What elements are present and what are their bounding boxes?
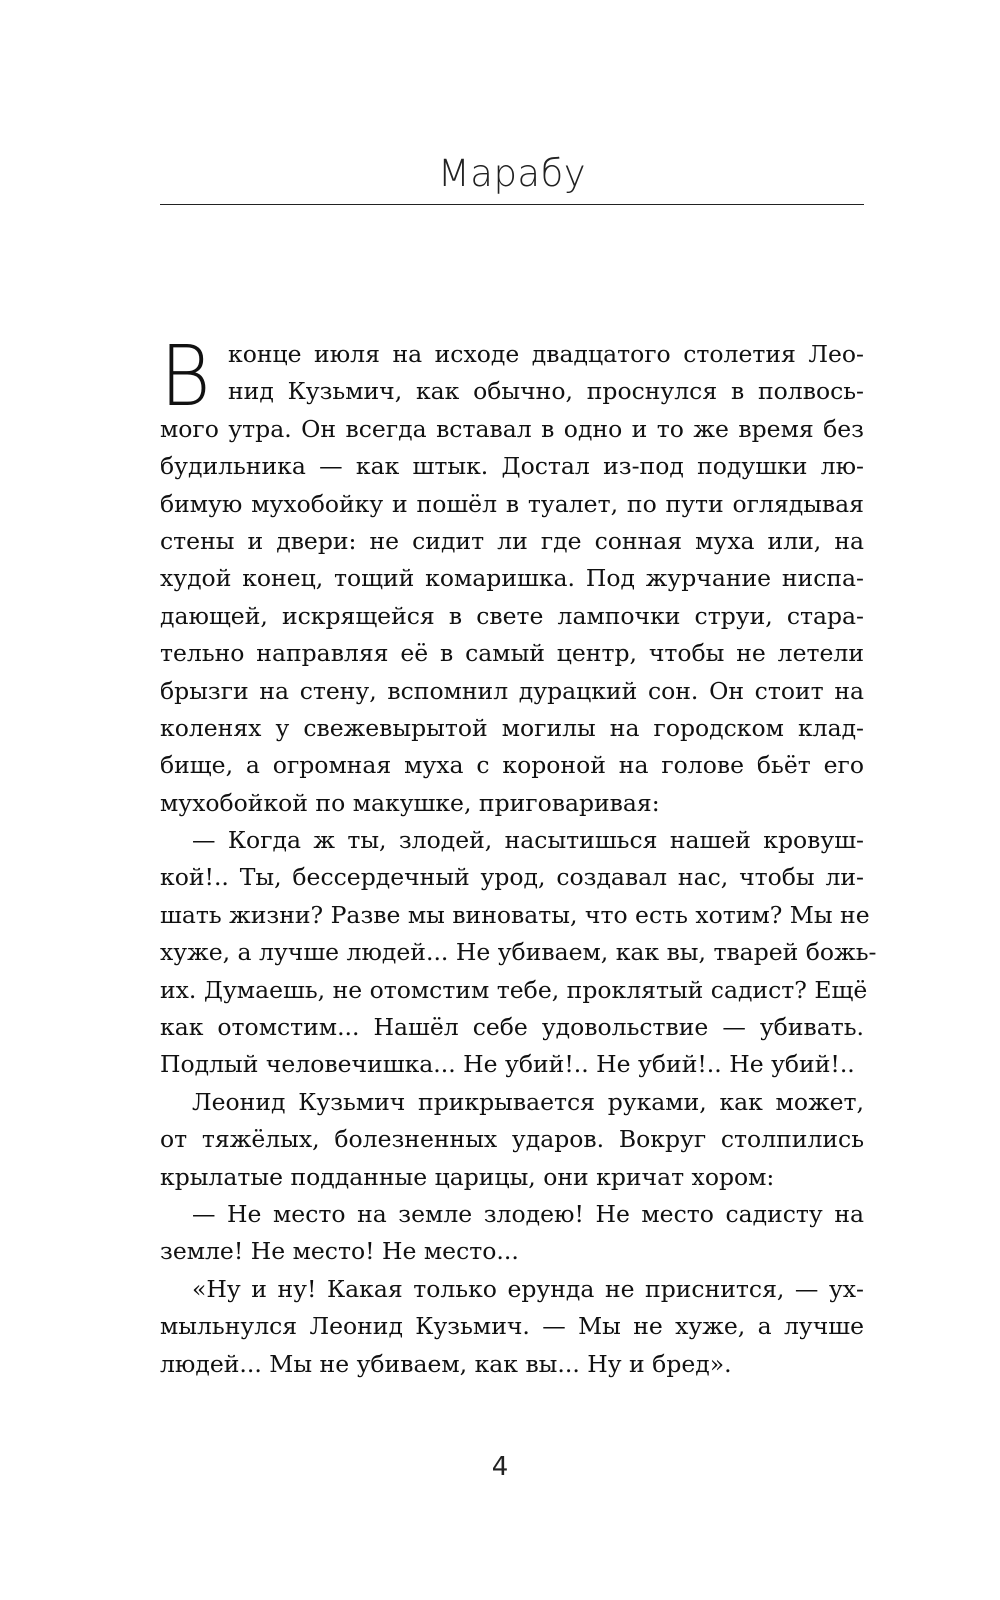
text-line: кой!.. Ты, бессердечный урод, создавал нас, чтобы ли- — [160, 863, 864, 892]
text-line: их. Думаешь, не отомстим тебе, проклятый садист? Ещё — [160, 975, 868, 1004]
text-line: конце июля на исходе двадцатого столетия Лео- — [228, 340, 864, 368]
text-line: как отомстим... Нашёл себе удовольствие — убивать. — [160, 1013, 864, 1042]
text-line: худой конец, тощий комаришка. Под журчание ниспа- — [160, 564, 864, 593]
text-line: от тяжёлых, болезненных ударов. Вокруг столпились — [160, 1125, 864, 1154]
text-line: мыльнулся Леонид Кузьмич. — Мы не хуже, а лучше — [160, 1312, 864, 1341]
running-header — [160, 150, 864, 205]
text-line: Подлый человечишка... Не убий!.. Не убий!.. Не убий!.. — [160, 1050, 855, 1079]
text-line: шать жизни? Разве мы виноваты, что есть хотим? Мы не — [160, 900, 870, 929]
drop-cap: В — [160, 327, 211, 425]
text-line: крылатые подданные царицы, они кричат хором: — [160, 1162, 775, 1191]
text-line: земле! Не место! Не место... — [160, 1237, 519, 1266]
text-line: — Когда ж ты, злодей, насытишься нашей кровуш- — [192, 826, 864, 855]
text-line: нид Кузьмич, как обычно, проснулся в полвось- — [228, 377, 864, 406]
text-line: «Ну и ну! Какая только ерунда не приснится, — ух- — [192, 1274, 864, 1303]
text-line: коленях у свежевырытой могилы на городском клад- — [160, 713, 864, 742]
text-line: стены и двери: не сидит ли где сонная муха или, на — [160, 526, 864, 555]
text-line: — Не место на земле злодею! Не место садисту на — [192, 1199, 864, 1228]
page-number: 4 — [491, 1452, 509, 1482]
text-line: дающей, искрящейся в свете лампочки струи, стара- — [160, 601, 864, 630]
text-line: мухобойкой по макушке, приговаривая: — [160, 788, 660, 817]
text-line: хуже, а лучше людей... Не убиваем, как вы, тварей божь- — [160, 938, 877, 967]
body-text — [160, 327, 877, 1383]
text-line: бимую мухобойку и пошёл в туалет, по пути оглядывая — [160, 489, 864, 518]
text-line: будильника — как штык. Достал из-под подушки лю- — [160, 452, 864, 481]
page-title: Марабу — [437, 152, 587, 195]
text-line: людей... Мы не убиваем, как вы... Ну и бред». — [160, 1349, 732, 1378]
text-line: бище, а огромная муха с короной на голове бьёт его — [160, 751, 864, 780]
text-line: мого утра. Он всегда вставал в одно и то же время без — [160, 414, 864, 443]
text-line: Леонид Кузьмич прикрывается руками, как может, — [192, 1087, 864, 1116]
text-line: брызги на стену, вспомнил дурацкий сон. Он стоит на — [160, 676, 864, 705]
text-line: тельно направляя её в самый центр, чтобы не летели — [160, 639, 864, 668]
